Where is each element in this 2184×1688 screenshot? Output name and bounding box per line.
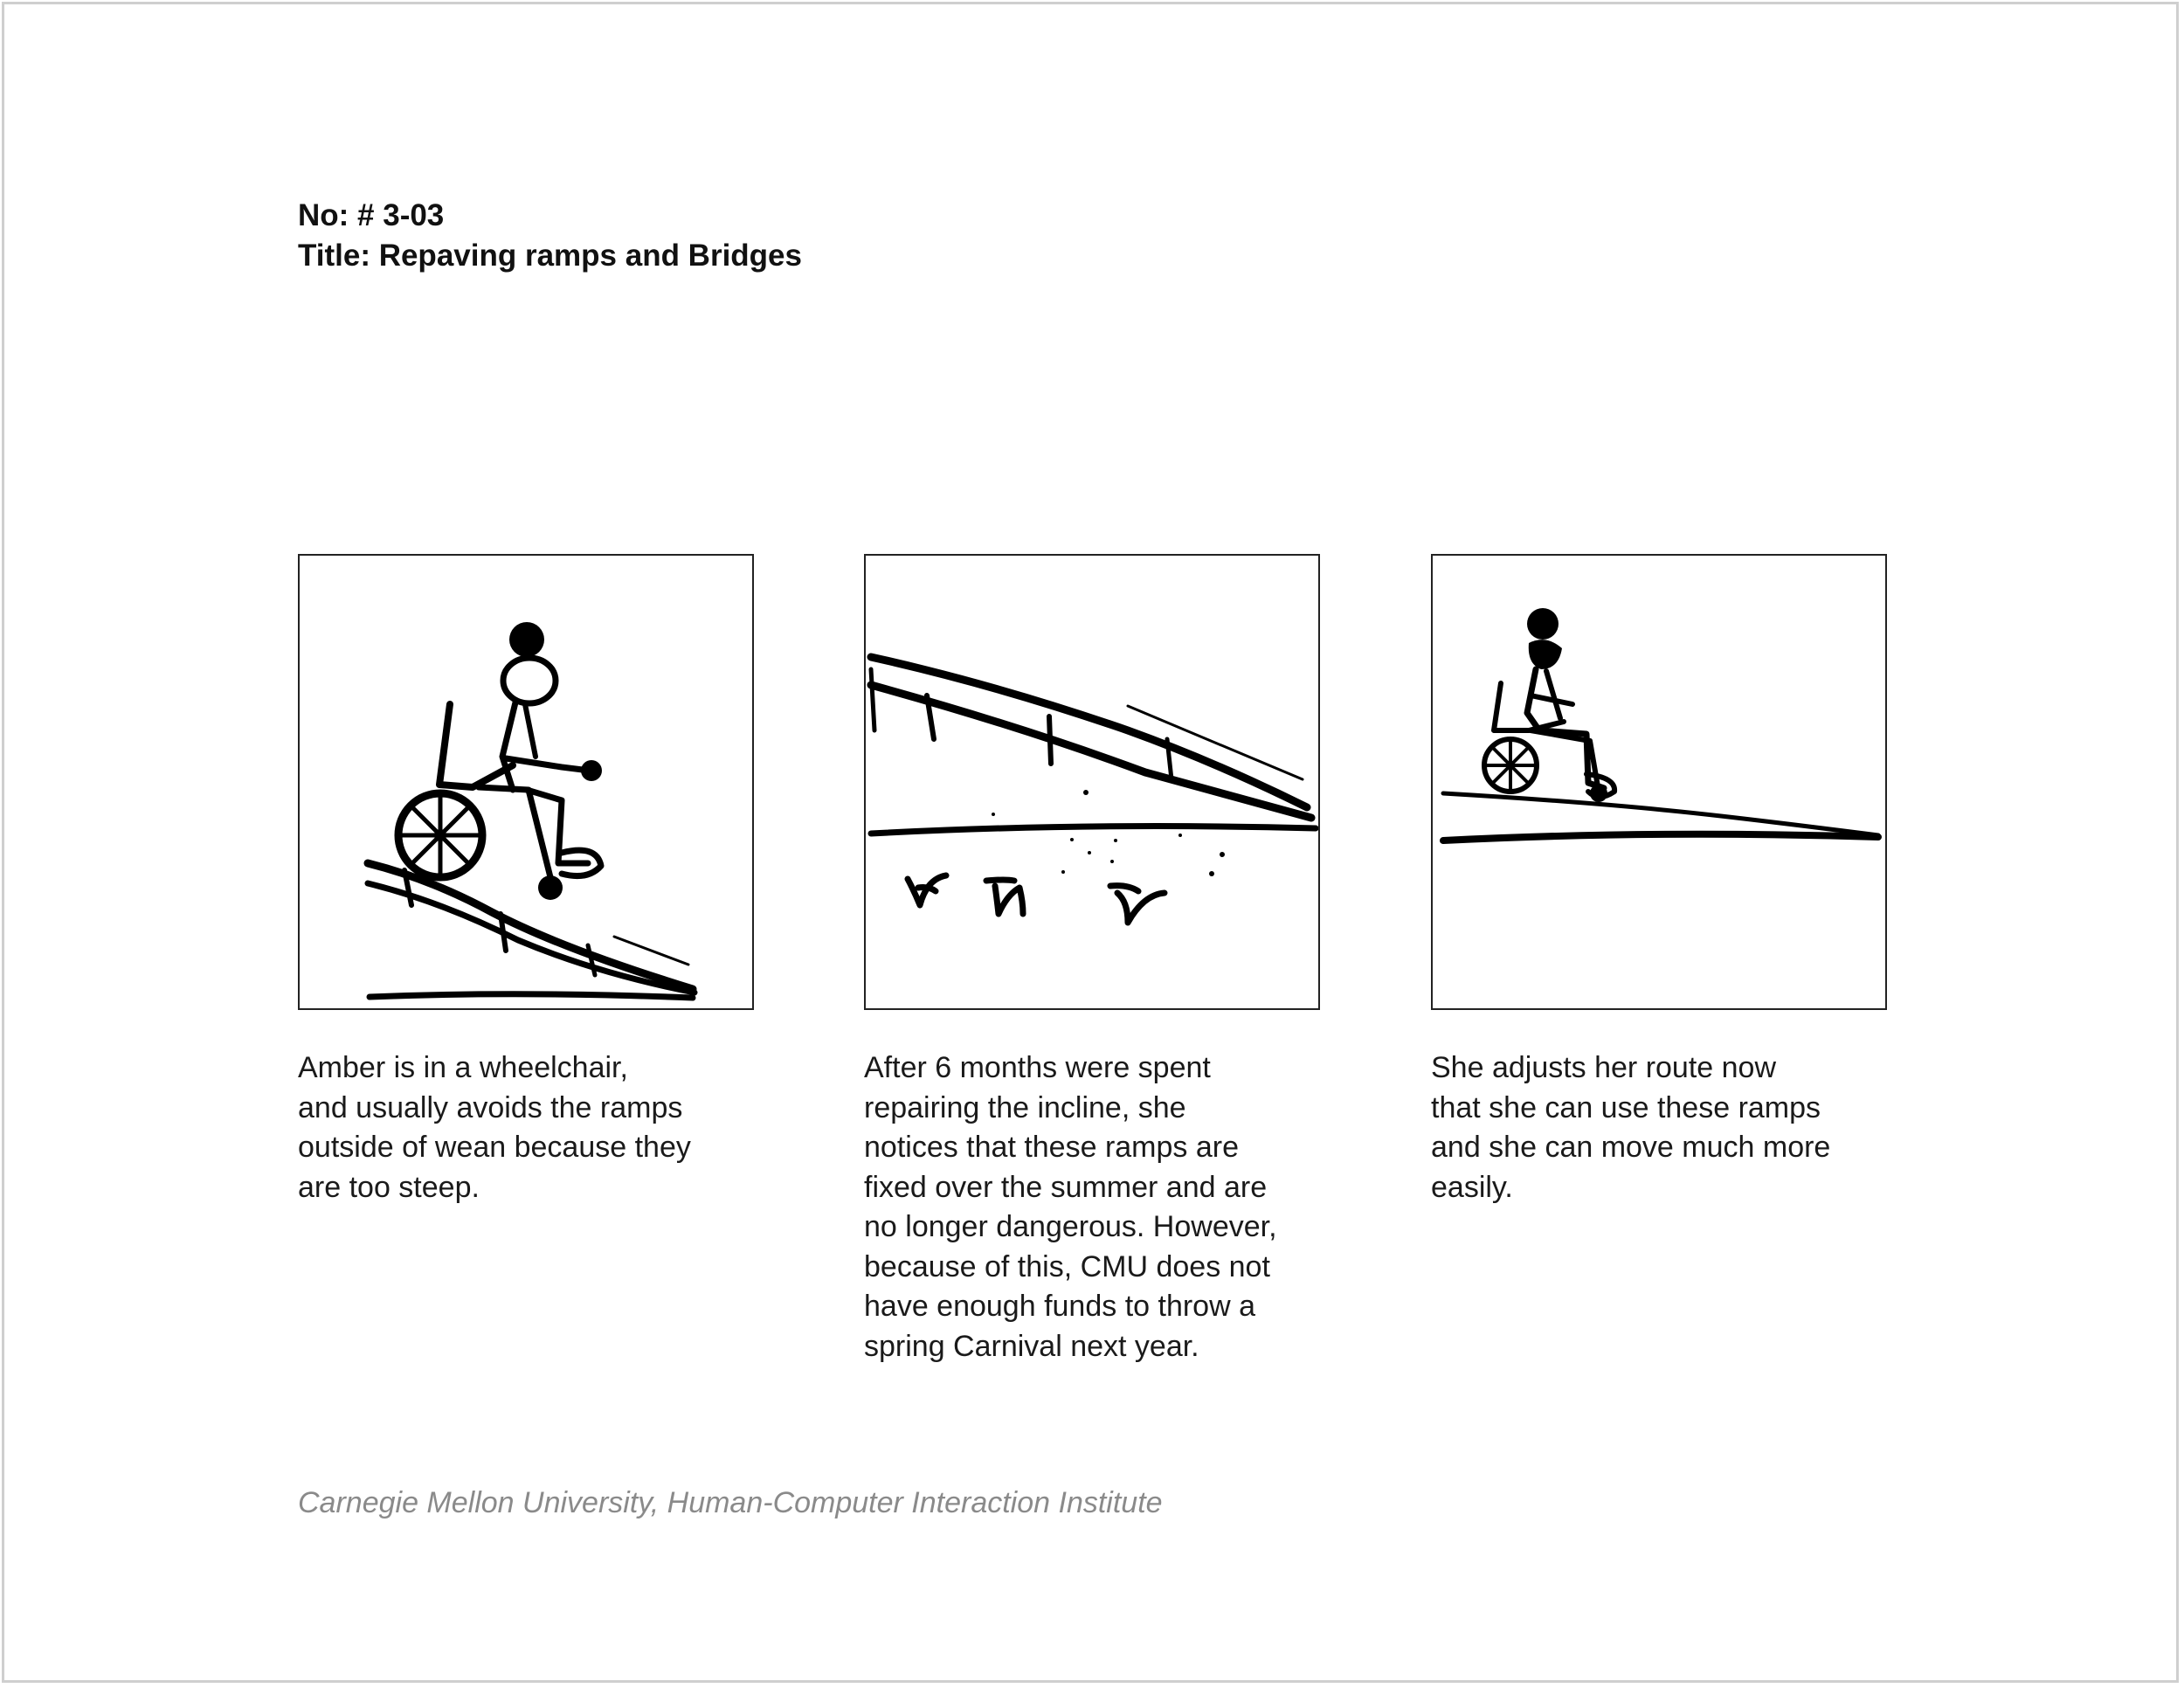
footer-credit: Carnegie Mellon University, Human-Computer Interaction Institute (298, 1486, 1163, 1519)
panel-1-caption: Amber is in a wheelchair, and usually avoids the ramps outside of wean because they are too steep. (298, 1051, 691, 1204)
panel-3-caption: She adjusts her route now that she can use these ramps and she can move much more easily. (1431, 1051, 1831, 1204)
sketch-wheelchair-on-gentle-ramp (1433, 556, 1885, 1008)
storyboard-number: No: # 3-03 (298, 198, 445, 232)
sketch-repaired-ramp (866, 556, 1318, 1008)
storyboard-header (298, 196, 802, 276)
sketch-wheelchair-on-steep-ramp (300, 556, 752, 1008)
storyboard-panel-3 (1431, 554, 1887, 1010)
storyboard-panel-1 (298, 554, 754, 1010)
panel-2-caption: After 6 months were spent repairing the incline, she notices that these ramps are fixed over the summer and are no longer dangerous. However, because of this, CMU does not have enough funds to throw a spring Carnival next year. (864, 1051, 1277, 1363)
storyboard-panel-2 (864, 554, 1320, 1010)
storyboard-title: Title: Repaving ramps and Bridges (298, 239, 802, 273)
